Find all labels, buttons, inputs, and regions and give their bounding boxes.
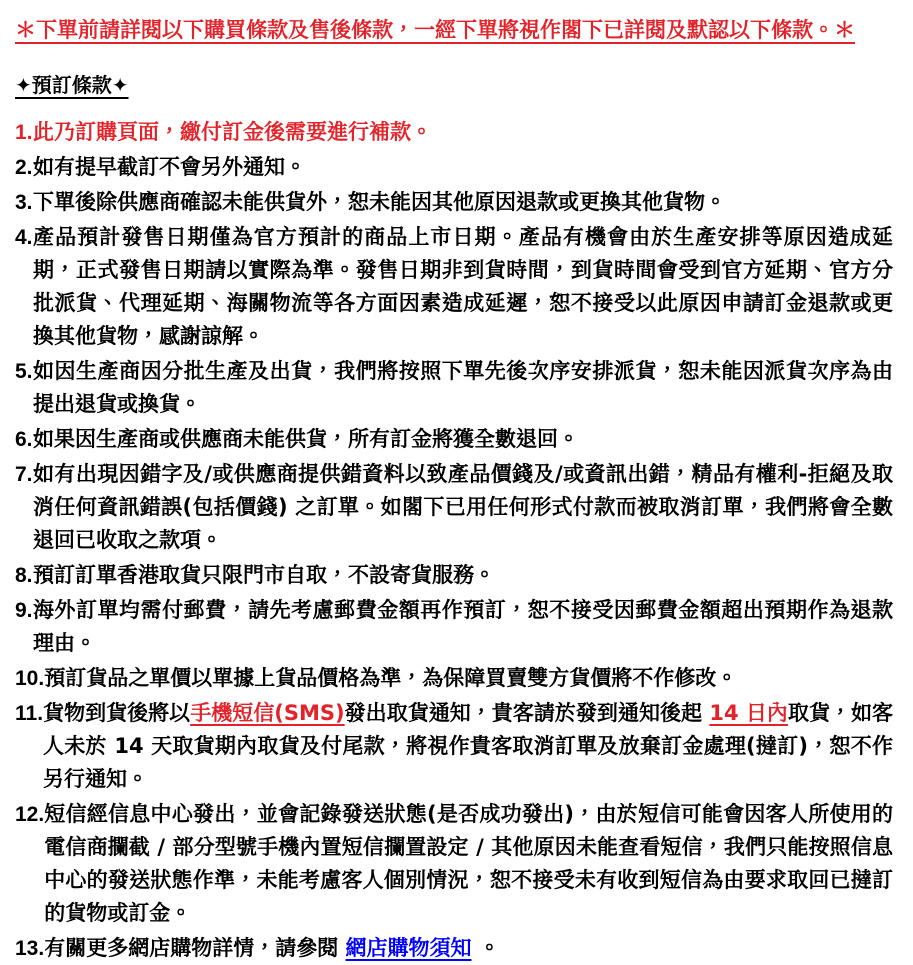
term-number: 10.	[15, 667, 45, 690]
term-text	[33, 559, 895, 592]
term-text	[33, 458, 895, 557]
term-item-5	[0, 355, 895, 421]
term-item-12	[0, 798, 895, 930]
store-shopping-notice-link[interactable]: 網店購物須知	[345, 936, 472, 960]
term-text-segment: 如因生產商因分批生產及出貨，我們將按照下單先後次序安排派貨，恕未能因派貨次序為由提出退貨或換貨。	[33, 359, 893, 416]
terms-list	[0, 116, 895, 965]
term-number: 7.	[15, 463, 33, 486]
term-item-13	[0, 932, 895, 965]
term-text	[33, 594, 895, 660]
term-number: 3.	[15, 191, 33, 214]
term-item-8	[0, 559, 895, 592]
term-text-segment: 產品預計發售日期僅為官方預計的商品上市日期。產品有機會由於生產安排等原因造成延期，正式發售日期請以實際為準。發售日期非到貨時間，到貨時間會受到官方延期、官方分批派貨、代理延期、海關物流等各方面因素造成延遲，恕不接受以此原因申請訂金退款或更換其他貨物，感謝諒解。	[33, 225, 893, 348]
term-text-segment: 。	[471, 936, 500, 960]
term-text	[33, 116, 895, 149]
pre-order-warning-banner: ＊下單前請詳閱以下購買條款及售後條款，一經下單將視作閣下已詳閱及默認以下條款。＊	[15, 18, 855, 42]
term-text-segment: 取貨，如客人未於 14 天取貨期內取貨及付尾款，將視作貴客取消訂單及放棄訂金處理(撻訂)，恕不作另行通知。	[43, 701, 894, 791]
term-text-segment: 手機短信(SMS)	[190, 701, 345, 725]
term-item-4	[0, 221, 895, 353]
term-item-1	[0, 116, 895, 149]
term-number: 8.	[15, 564, 33, 587]
term-text-segment: 海外訂單均需付郵費，請先考慮郵費金額再作預訂，恕不接受因郵費金額超出預期作為退款理由。	[33, 598, 893, 655]
term-number: 5.	[15, 360, 33, 383]
term-text-segment: 如有提早截訂不會另外通知。	[33, 155, 306, 179]
term-number: 2.	[15, 156, 33, 179]
term-item-2	[0, 151, 895, 184]
term-text-segment: 預訂貨品之單價以單據上貨品價格為準，為保障買賣雙方貨價將不作修改。	[44, 666, 738, 690]
term-text	[33, 221, 895, 353]
term-text	[44, 662, 895, 695]
term-text-segment: 14 日內	[709, 701, 788, 725]
term-item-6	[0, 423, 895, 456]
term-number: 4.	[15, 226, 33, 249]
term-number: 1.	[15, 121, 33, 144]
term-text-segment: 有關更多網店購物詳情，請參閱	[44, 936, 346, 960]
term-text-segment: 如果因生產商或供應商未能供貨，所有訂金將獲全數退回。	[33, 427, 579, 451]
term-text-segment: 如有出現因錯字及/或供應商提供錯資料以致產品價錢及/或資訊出錯，精品有權利-拒絕及取消任何資訊錯誤(包括價錢) 之訂單。如閣下已用任何形式付款而被取消訂單，我們將會全數退回已收取之款項。	[33, 462, 893, 552]
term-item-7	[0, 458, 895, 557]
term-number: 13.	[15, 937, 45, 960]
term-number: 11.	[15, 702, 44, 725]
term-number: 12.	[15, 803, 45, 826]
term-text	[43, 697, 895, 796]
term-text	[44, 932, 895, 965]
term-text-segment: 發出取貨通知，貴客請於發到通知後起	[344, 701, 710, 725]
term-item-11	[0, 697, 895, 796]
term-text-segment: 貨物到貨後將以	[43, 701, 191, 725]
section-title-preorder-terms: ✦預訂條款✦	[15, 73, 129, 97]
term-item-3	[0, 186, 895, 219]
term-item-10	[0, 662, 895, 695]
term-text	[33, 151, 895, 184]
term-text	[33, 423, 895, 456]
term-text-segment: 下單後除供應商確認未能供貨外，恕未能因其他原因退款或更換其他貨物。	[33, 190, 726, 214]
term-text-segment: 短信經信息中心發出，並會記錄發送狀態(是否成功發出)，由於短信可能會因客人所使用的電信商攔截 / 部分型號手機內置短信攔置設定 / 其他原因未能查看短信，我們只能按照信息中心的發送狀態作準，未能考慮客人個別情況，恕不接受未有收到短信為由要求取回已撻訂的貨物或訂金。	[44, 802, 893, 925]
term-text	[33, 355, 895, 421]
term-number: 9.	[15, 599, 33, 622]
term-text-segment: 此乃訂購頁面，繳付訂金後需要進行補款。	[33, 120, 432, 144]
term-number: 6.	[15, 428, 33, 451]
term-text-segment: 預訂訂單香港取貨只限門市自取，不設寄貨服務。	[33, 563, 495, 587]
term-text	[33, 186, 895, 219]
term-item-9	[0, 594, 895, 660]
term-text	[44, 798, 895, 930]
